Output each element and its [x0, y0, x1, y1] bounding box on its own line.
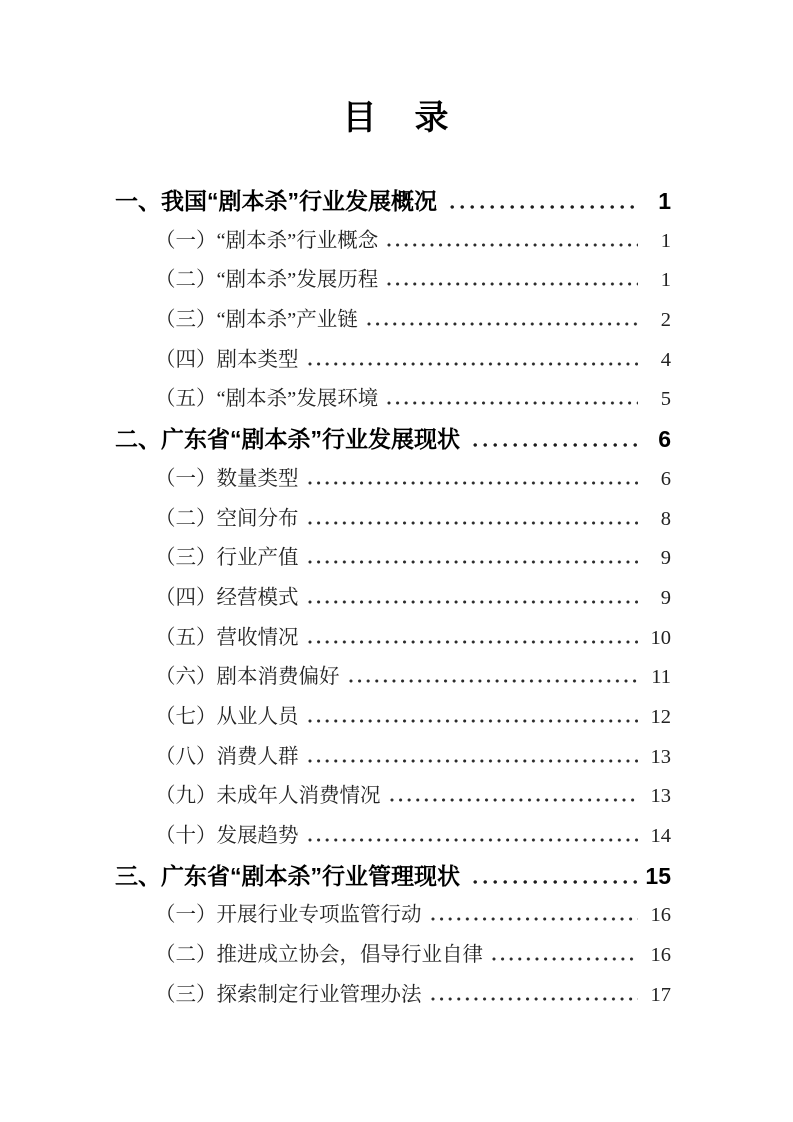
- toc-entry-20[interactable]: [115, 937, 671, 977]
- dot-leader: [308, 838, 639, 842]
- toc-entry-page-number: 6: [660, 467, 671, 490]
- toc-list: [115, 183, 671, 1016]
- toc-entry-label: （二）空间分布: [155, 507, 299, 530]
- toc-entry-15[interactable]: [115, 739, 671, 779]
- toc-entry-19[interactable]: [115, 897, 671, 937]
- toc-entry-9[interactable]: [115, 501, 671, 541]
- toc-entry-label: （四）经营模式: [155, 586, 299, 609]
- toc-entry-label: （十）发展趋势: [155, 825, 299, 847]
- toc-entry-page-number: 17: [650, 983, 671, 1006]
- toc-entry-label: （六）剧本消费偏好: [155, 666, 340, 689]
- toc-entry-label: （二）“剧本杀”发展历程: [155, 269, 379, 292]
- dot-leader: [387, 401, 638, 405]
- toc-entry-page-number: 1: [658, 188, 671, 214]
- toc-entry-label: （九）未成年人消费情况: [155, 785, 381, 808]
- toc-entry-page-number: 16: [650, 904, 671, 927]
- toc-entry-6[interactable]: [115, 381, 671, 421]
- dot-leader: [308, 719, 639, 723]
- toc-entry-label: （一）“剧本杀”行业概念: [155, 229, 379, 252]
- dot-leader: [450, 205, 638, 209]
- toc-entry-8[interactable]: [115, 461, 671, 501]
- dot-leader: [349, 679, 639, 683]
- toc-entry-label: （三）探索制定行业管理办法: [155, 983, 422, 1006]
- toc-entry-page-number: 13: [650, 785, 671, 808]
- toc-entry-page-number: 11: [651, 666, 671, 689]
- dot-leader: [492, 957, 638, 961]
- toc-entry-page-number: 12: [650, 705, 671, 728]
- toc-entry-label: （三）“剧本杀”产业链: [155, 309, 358, 332]
- toc-entry-page-number: 9: [660, 586, 671, 609]
- toc-entry-label: （五）“剧本杀”发展环境: [155, 388, 379, 411]
- dot-leader: [308, 560, 639, 564]
- dot-leader: [308, 362, 639, 366]
- dot-leader: [308, 600, 639, 604]
- dot-leader: [387, 282, 638, 286]
- toc-entry-label: 二、广东省“剧本杀”行业发展现状: [115, 426, 460, 453]
- toc-entry-4[interactable]: [115, 302, 671, 342]
- toc-entry-label: （二）推进成立协会，倡导行业自律: [155, 944, 483, 967]
- toc-entry-10[interactable]: [115, 540, 671, 580]
- toc-entry-17[interactable]: [115, 818, 671, 858]
- dot-leader: [431, 917, 639, 921]
- toc-entry-label: （三）行业产值: [155, 547, 299, 570]
- toc-entry-label: （一）开展行业专项监管行动: [155, 904, 422, 927]
- toc-entry-page-number: 4: [660, 348, 671, 371]
- dot-leader: [308, 640, 639, 644]
- dot-leader: [390, 798, 639, 802]
- dot-leader: [431, 997, 639, 1001]
- toc-entry-label: （八）消费人群: [155, 745, 299, 768]
- toc-entry-page-number: 14: [650, 825, 671, 847]
- toc-entry-label: 一、我国“剧本杀”行业发展概况: [115, 188, 437, 214]
- dot-leader: [308, 521, 639, 525]
- dot-leader: [387, 243, 638, 247]
- toc-entry-page-number: 2: [660, 309, 671, 332]
- toc-entry-page-number: 5: [660, 388, 671, 411]
- dot-leader: [367, 322, 638, 326]
- toc-entry-2[interactable]: [115, 223, 671, 263]
- toc-entry-label: （一）数量类型: [155, 467, 299, 490]
- page-title: 目 录: [342, 99, 451, 137]
- toc-entry-14[interactable]: [115, 699, 671, 739]
- dot-leader: [308, 759, 639, 763]
- toc-entry-11[interactable]: [115, 580, 671, 620]
- toc-entry-3[interactable]: [115, 262, 671, 302]
- dot-leader: [473, 880, 638, 884]
- toc-entry-13[interactable]: [115, 659, 671, 699]
- toc-entry-page-number: 1: [660, 269, 671, 292]
- dot-leader: [473, 443, 638, 447]
- toc-entry-label: （四）剧本类型: [155, 348, 299, 371]
- toc-entry-page-number: 9: [660, 547, 671, 570]
- toc-entry-18[interactable]: [115, 858, 671, 898]
- toc-entry-12[interactable]: [115, 620, 671, 660]
- toc-entry-5[interactable]: [115, 342, 671, 382]
- toc-entry-7[interactable]: [115, 421, 671, 461]
- toc-entry-label: （五）营收情况: [155, 626, 299, 649]
- toc-entry-label: （七）从业人员: [155, 705, 299, 728]
- toc-entry-page-number: 1: [660, 229, 671, 252]
- toc-entry-1[interactable]: [115, 183, 671, 223]
- toc-entry-16[interactable]: [115, 778, 671, 818]
- toc-entry-21[interactable]: [115, 977, 671, 1017]
- toc-entry-label: 三、广东省“剧本杀”行业管理现状: [115, 862, 460, 889]
- toc-entry-page-number: 6: [658, 426, 671, 453]
- toc-entry-page-number: 13: [650, 745, 671, 768]
- toc-entry-page-number: 15: [645, 862, 671, 889]
- dot-leader: [308, 481, 639, 485]
- toc-entry-page-number: 8: [660, 507, 671, 530]
- toc-entry-page-number: 16: [650, 944, 671, 967]
- toc-entry-page-number: 10: [650, 626, 671, 649]
